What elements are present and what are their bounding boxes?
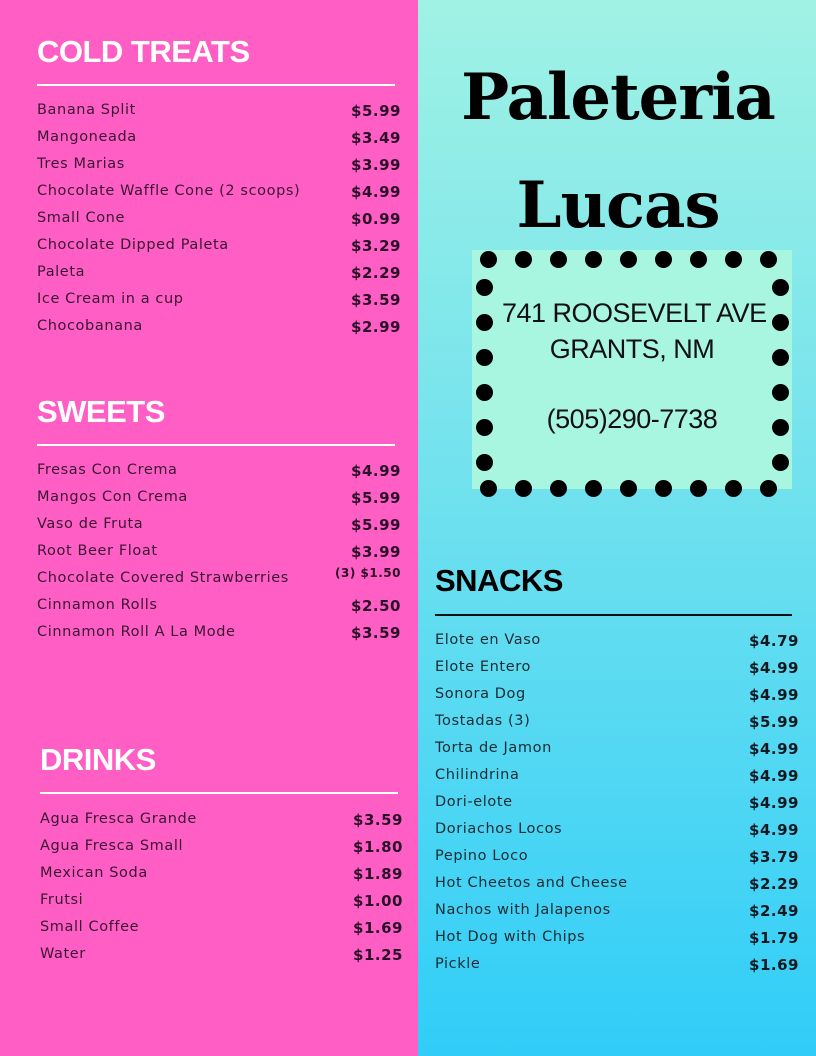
menu-item-name: Mexican Soda [40,865,148,881]
menu-item-name: Mangoneada [37,129,137,145]
menu-item-price: $5.99 [351,489,401,507]
menu-item-name: Frutsi [40,892,84,908]
dot-border-icon [760,480,777,497]
address-box [472,250,792,489]
name-line1: Paleteria [461,60,775,135]
menu-item-price: $4.99 [351,462,401,480]
dot-border-icon [550,480,567,497]
menu-item-name: Cinnamon Roll A La Mode [37,624,236,640]
menu-item-name: Doriachos Locos [435,821,563,837]
dot-border-icon [476,384,493,401]
menu-item-price: $3.59 [353,811,403,829]
menu-item-price: $1.25 [353,946,403,964]
menu-item-price: $1.69 [353,919,403,937]
dot-border-icon [476,314,493,331]
drinks-heading: DRINKS [40,742,156,777]
menu-item-price: (3) $1.50 [335,566,401,580]
menu-item-price: $4.99 [749,686,799,704]
restaurant-name [420,44,816,260]
snacks-divider [435,614,792,616]
menu-item-name: Mangos Con Crema [37,489,188,505]
menu-item-price: $2.29 [351,264,401,282]
dot-border-icon [476,454,493,471]
drinks-divider [40,792,398,794]
menu-item-name: Tres Marias [37,156,125,172]
menu-item-name: Tostadas (3) [435,713,531,729]
menu-item-name: Chilindrina [435,767,520,783]
menu-item-name: Hot Dog with Chips [435,929,586,945]
menu-item-price: $3.79 [749,848,799,866]
snacks-heading: SNACKS [435,563,563,598]
dot-border-icon [585,480,602,497]
phone-number: (505)290-7738 [546,404,718,434]
menu-item-price: $1.80 [353,838,403,856]
menu-item-name: Agua Fresca Grande [40,811,197,827]
menu-item-name: Pepino Loco [435,848,529,864]
menu-item-price: $3.99 [351,156,401,174]
menu-item-price: $4.99 [749,767,799,785]
menu-item-name: Dori-elote [435,794,513,810]
menu-item-name: Elote Entero [435,659,531,675]
dot-border-icon [772,454,789,471]
sweets-heading: SWEETS [37,394,165,429]
menu-item-price: $4.99 [749,821,799,839]
menu-item-name: Vaso de Fruta [37,516,144,532]
menu-item-name: Small Cone [37,210,125,226]
menu-item-name: Paleta [37,264,86,280]
menu-item-name: Nachos with Jalapenos [435,902,611,918]
dot-border-icon [772,349,789,366]
menu-item-name: Chocobanana [37,318,143,334]
menu-item-price: $2.50 [351,597,401,615]
dot-border-icon [772,384,789,401]
menu-item-price: $2.29 [749,875,799,893]
menu-item-name: Root Beer Float [37,543,158,559]
dot-border-icon [476,419,493,436]
dot-border-icon [476,349,493,366]
menu-item-price: $1.69 [749,956,799,974]
menu-item-name: Pickle [435,956,481,972]
menu-item-price: $4.99 [351,183,401,201]
menu-item-price: $3.49 [351,129,401,147]
menu-item-name: Chocolate Covered Strawberries [37,570,289,586]
menu-item-price: $2.99 [351,318,401,336]
menu-item-name: Cinnamon Rolls [37,597,158,613]
menu-item-name: Agua Fresca Small [40,838,184,854]
menu-item-price: $4.99 [749,659,799,677]
menu-item-name: Ice Cream in a cup [37,291,184,307]
menu-item-price: $5.99 [351,516,401,534]
cold-treats-heading: COLD TREATS [37,34,250,69]
dot-border-icon [690,480,707,497]
menu-item-name: Chocolate Waffle Cone (2 scoops) [37,183,301,199]
menu-item-name: Hot Cheetos and Cheese [435,875,628,891]
menu-item-price: $4.99 [749,740,799,758]
address-line2: GRANTS, NM [549,334,715,364]
menu-item-name: Sonora Dog [435,686,526,702]
menu-item-name: Small Coffee [40,919,140,935]
menu-item-price: $5.99 [351,102,401,120]
menu-item-name: Chocolate Dipped Paleta [37,237,229,253]
dot-border-icon [725,480,742,497]
menu-item-price: $2.49 [749,902,799,920]
menu-item-price: $1.00 [353,892,403,910]
menu-item-name: Water [40,946,86,962]
menu-item-name: Banana Split [37,102,136,118]
menu-item-name: Torta de Jamon [435,740,552,756]
sweets-divider [37,444,395,446]
menu-item-price: $3.29 [351,237,401,255]
menu-item-price: $3.99 [351,543,401,561]
menu-item-price: $4.99 [749,794,799,812]
menu-item-name: Elote en Vaso [435,632,541,648]
dot-border-icon [480,480,497,497]
menu-item-price: $1.89 [353,865,403,883]
menu-item-price: $3.59 [351,291,401,309]
menu-item-price: $3.59 [351,624,401,642]
name-line2: Lucas [516,168,720,243]
dot-border-icon [772,314,789,331]
menu-item-price: $5.99 [749,713,799,731]
address-line1: 741 ROOSEVELT AVE [502,298,767,328]
dot-border-icon [772,419,789,436]
dot-border-icon [772,279,789,296]
menu-item-price: $4.79 [749,632,799,650]
menu-item-name: Fresas Con Crema [37,462,178,478]
menu-item-price: $1.79 [749,929,799,947]
dot-border-icon [476,279,493,296]
dot-border-icon [655,480,672,497]
cold-treats-divider [37,84,395,86]
menu-item-price: $0.99 [351,210,401,228]
dot-border-icon [620,480,637,497]
dot-border-icon [515,480,532,497]
